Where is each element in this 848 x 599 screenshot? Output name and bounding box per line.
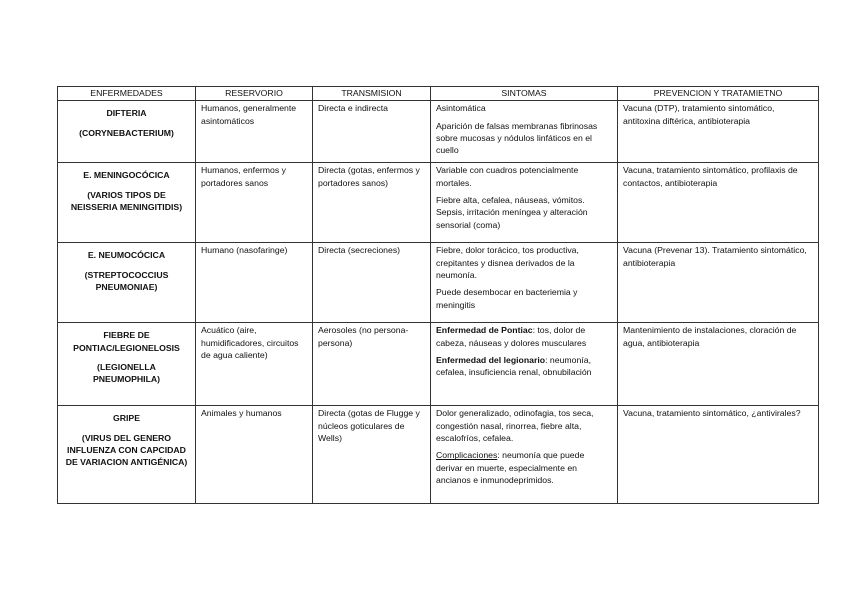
- transmission-cell: Directa (gotas, enfermos y portadores sanos): [313, 163, 431, 243]
- symptoms-cell: [431, 406, 618, 504]
- symptom-detail: : tos, dolor de cabeza, náuseas y dolores musculares: [436, 325, 587, 348]
- transmission-cell: Directa (secreciones): [313, 243, 431, 323]
- prevention-cell: Mantenimiento de instalaciones, cloración de agua, antibioterapia: [618, 323, 819, 406]
- symptom-text: Dolor generalizado, odinofagia, tos seca, congestión nasal, rinorrea, fiebre alta, escalofríos, cefalea.: [436, 408, 594, 443]
- reservoir-cell: Humano (nasofaringe): [196, 243, 313, 323]
- disease-cell: [58, 243, 196, 323]
- symptoms-cell: [431, 163, 618, 243]
- symptom-text: Asintomática: [436, 103, 486, 114]
- disease-agent: (STREPTOCOCCIUS PNEUMONIAE): [84, 269, 169, 292]
- transmission-cell: Directa e indirecta: [313, 101, 431, 163]
- symptom-label: Enfermedad del legionario: [436, 355, 546, 365]
- transmission-cell: Directa (gotas de Flugge y núcleos goticulares de Wells): [313, 406, 431, 504]
- disease-agent: (CORYNEBACTERIUM): [79, 127, 174, 138]
- header-prevencion: PREVENCION Y TRATAMIETNO: [618, 87, 819, 101]
- symptoms-cell: [431, 101, 618, 163]
- symptoms-cell: [431, 323, 618, 406]
- disease-name: GRIPE: [112, 413, 141, 424]
- symptom-label: Enfermedad de Pontiac: [436, 325, 533, 336]
- header-transmision: TRANSMISION: [313, 87, 431, 101]
- diseases-table: [57, 86, 819, 504]
- symptom-text: [436, 354, 612, 379]
- disease-cell: [58, 406, 196, 504]
- complications-detail: : neumonía que puede derivar en muerte, especialmente en ancianos e inmunodeprimidos.: [436, 450, 585, 486]
- table-row: [58, 406, 819, 504]
- disease-name: E. NEUMOCÓCICA: [87, 250, 166, 261]
- disease-cell: [58, 163, 196, 243]
- symptom-detail: : neumonía, cefalea, insuficiencia renal, obnubilación: [436, 355, 592, 378]
- symptom-text: Fiebre, dolor torácico, tos productiva, crepitantes y disnea derivados de la neumonía.: [436, 245, 579, 280]
- transmission-cell: Aerosoles (no persona-persona): [313, 323, 431, 406]
- header-reservorio: RESERVORIO: [196, 87, 313, 101]
- disease-agent: (LEGIONELLA PNEUMOPHILA): [92, 362, 161, 385]
- prevention-cell: Vacuna (Prevenar 13). Tratamiento sintomático, antibioterapia: [618, 243, 819, 323]
- disease-agent: (VIRUS DEL GENERO INFLUENZA CON CAPCIDAD DE VARIACION ANTIGÉNICA): [65, 432, 188, 468]
- table-row: [58, 101, 819, 163]
- symptom-text: Aparición de falsas membranas fibrinosas sobre mucosas y nódulos linfáticos en el cuello: [436, 120, 598, 156]
- symptom-text: [436, 324, 612, 349]
- disease-name: FIEBRE DE PONTIAC/LEGIONELOSIS: [73, 330, 180, 353]
- complications-label: Complicaciones: [436, 450, 498, 461]
- reservoir-cell: Humanos, enfermos y portadores sanos: [196, 163, 313, 243]
- prevention-cell: Vacuna (DTP), tratamiento sintomático, antitoxina diftérica, antibioterapia: [618, 101, 819, 163]
- prevention-cell: Vacuna, tratamiento sintomático, profilaxis de contactos, antibioterapia: [618, 163, 819, 243]
- disease-cell: [58, 323, 196, 406]
- symptom-text: Puede desembocar en bacteriemia y meningitis: [436, 287, 578, 310]
- reservoir-cell: Humanos, generalmente asintomáticos: [196, 101, 313, 163]
- table-row: [58, 243, 819, 323]
- reservoir-cell: Animales y humanos: [196, 406, 313, 504]
- symptom-text: Variable con cuadros potencialmente mortales.: [436, 165, 579, 188]
- disease-agent: (VARIOS TIPOS DE NEISSERIA MENINGITIDIS): [70, 189, 183, 212]
- table-row: [58, 323, 819, 406]
- prevention-cell: Vacuna, tratamiento sintomático, ¿antivirales?: [618, 406, 819, 504]
- symptom-text: [436, 449, 612, 486]
- symptom-text: Fiebre alta, cefalea, náuseas, vómitos. Sepsis, irritación meníngea y alteración sensorial (coma): [436, 195, 588, 230]
- header-row: [58, 87, 819, 101]
- header-enfermedades: ENFERMEDADES: [58, 87, 196, 101]
- table-row: [58, 163, 819, 243]
- symptoms-cell: [431, 243, 618, 323]
- disease-cell: [58, 101, 196, 163]
- reservoir-cell: Acuático (aire, humidificadores, circuitos de agua caliente): [196, 323, 313, 406]
- disease-name: DIFTERIA: [106, 108, 147, 119]
- disease-name: E. MENINGOCÓCICA: [83, 170, 170, 181]
- header-sintomas: SINTOMAS: [431, 87, 618, 101]
